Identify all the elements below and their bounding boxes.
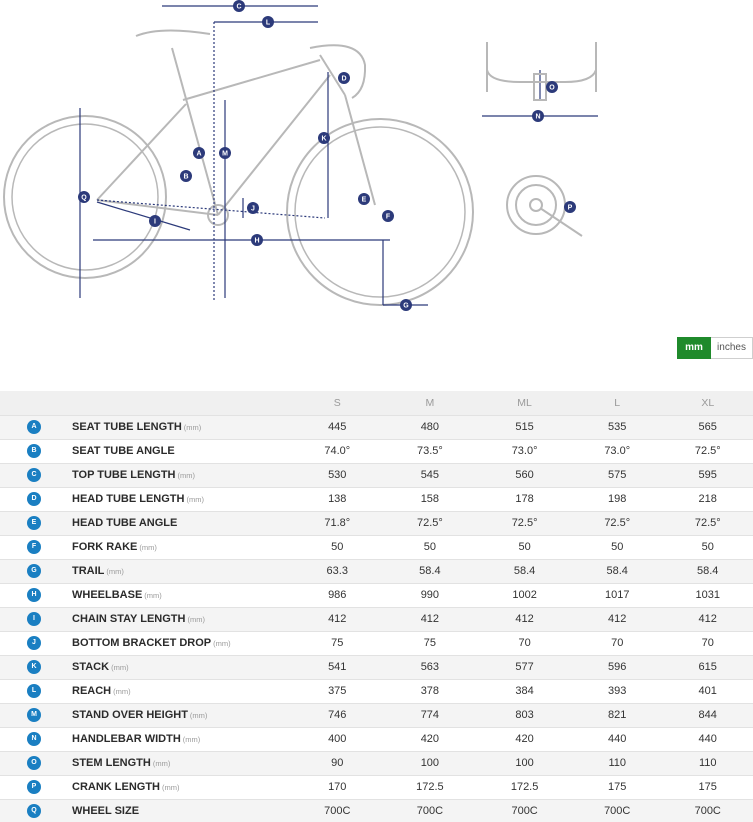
row-code-badge: O [27, 756, 41, 770]
size-header-m: M [383, 391, 478, 415]
value-cell-m: 100 [383, 751, 478, 775]
badge-n [532, 110, 544, 122]
value-cell-s: 986 [292, 583, 383, 607]
value-cell-m: 480 [383, 415, 478, 439]
table-row [0, 535, 753, 559]
unit-toggle[interactable] [677, 337, 753, 359]
seat-stay [97, 104, 189, 200]
badge-h [251, 234, 263, 246]
row-label-cell [62, 751, 292, 775]
seat-tube [172, 48, 218, 215]
value-cell-l: 412 [572, 607, 663, 631]
value-cell-s: 375 [292, 679, 383, 703]
row-badge-cell [0, 703, 62, 727]
table-row [0, 703, 753, 727]
table-row [0, 463, 753, 487]
badge-b [180, 170, 192, 182]
row-label-cell [62, 439, 292, 463]
value-cell-xl: 110 [662, 751, 753, 775]
value-cell-m: 58.4 [383, 559, 478, 583]
row-badge-cell [0, 487, 62, 511]
table-row [0, 487, 753, 511]
svg-text:D: D [341, 75, 347, 83]
row-unit: (mm) [213, 639, 231, 648]
value-cell-m: 990 [383, 583, 478, 607]
value-cell-s: 138 [292, 487, 383, 511]
row-code-badge: I [27, 612, 41, 626]
value-cell-m: 545 [383, 463, 478, 487]
row-label: STAND OVER HEIGHT [72, 709, 188, 721]
row-label: SEAT TUBE ANGLE [72, 445, 175, 457]
row-unit: (mm) [189, 711, 208, 720]
row-label: CHAIN STAY LENGTH [72, 613, 186, 625]
badge-o [546, 81, 558, 93]
value-cell-l: 393 [572, 679, 663, 703]
value-cell-m: 378 [383, 679, 478, 703]
value-cell-xl: 615 [662, 655, 753, 679]
value-cell-s: 530 [292, 463, 383, 487]
row-badge-cell [0, 679, 62, 703]
row-code-badge: F [27, 540, 41, 554]
value-cell-ml: 577 [477, 655, 572, 679]
value-cell-l: 73.0° [572, 439, 663, 463]
svg-text:B: B [183, 173, 189, 181]
value-cell-xl: 72.5° [662, 511, 753, 535]
row-badge-cell [0, 439, 62, 463]
value-cell-xl: 58.4 [662, 559, 753, 583]
row-badge-cell [0, 511, 62, 535]
value-cell-s: 63.3 [292, 559, 383, 583]
row-code-badge: A [27, 420, 41, 434]
row-badge-cell [0, 727, 62, 751]
row-badge-cell [0, 775, 62, 799]
row-label-cell [62, 463, 292, 487]
value-cell-m: 158 [383, 487, 478, 511]
row-label: HEAD TUBE LENGTH [72, 493, 185, 505]
value-cell-ml: 560 [477, 463, 572, 487]
value-cell-m: 774 [383, 703, 478, 727]
row-label: STEM LENGTH [72, 757, 151, 769]
size-header-xl: XL [662, 391, 753, 415]
value-cell-xl: 700C [662, 799, 753, 822]
value-cell-m: 563 [383, 655, 478, 679]
svg-text:E: E [361, 196, 367, 204]
value-cell-l: 700C [572, 799, 663, 822]
row-code-badge: C [27, 468, 41, 482]
value-cell-l: 110 [572, 751, 663, 775]
row-label: HANDLEBAR WIDTH [72, 733, 181, 745]
value-cell-s: 700C [292, 799, 383, 822]
geometry-table-body [0, 415, 753, 822]
table-row [0, 415, 753, 439]
row-badge-cell [0, 631, 62, 655]
dimension-lines [80, 3, 598, 305]
size-header-l: L [572, 391, 663, 415]
row-code-badge: P [27, 780, 41, 794]
value-cell-s: 541 [292, 655, 383, 679]
badge-l [262, 16, 274, 28]
svg-text:I: I [154, 218, 156, 226]
value-cell-ml: 72.5° [477, 511, 572, 535]
row-label-cell [62, 631, 292, 655]
value-cell-l: 50 [572, 535, 663, 559]
table-row [0, 511, 753, 535]
value-cell-xl: 72.5° [662, 439, 753, 463]
header-label-cell [62, 391, 292, 415]
row-label-cell [62, 607, 292, 631]
row-label: REACH [72, 685, 112, 697]
value-cell-ml: 412 [477, 607, 572, 631]
row-badge-cell [0, 463, 62, 487]
row-label-cell [62, 703, 292, 727]
value-cell-s: 412 [292, 607, 383, 631]
unit-inches-button[interactable]: inches [711, 337, 753, 359]
value-cell-s: 74.0° [292, 439, 383, 463]
row-label-cell [62, 487, 292, 511]
row-badge-cell [0, 559, 62, 583]
svg-text:L: L [265, 19, 271, 27]
value-cell-xl: 70 [662, 631, 753, 655]
svg-text:O: O [549, 84, 555, 92]
svg-text:J: J [251, 205, 255, 213]
value-cell-xl: 565 [662, 415, 753, 439]
value-cell-l: 198 [572, 487, 663, 511]
badge-d [338, 72, 350, 84]
value-cell-l: 596 [572, 655, 663, 679]
value-cell-ml: 100 [477, 751, 572, 775]
value-cell-ml: 172.5 [477, 775, 572, 799]
value-cell-l: 72.5° [572, 511, 663, 535]
header-badge-cell [0, 391, 62, 415]
down-tube [218, 75, 330, 215]
row-label: WHEELBASE [72, 589, 143, 601]
row-code-badge: K [27, 660, 41, 674]
row-unit: (mm) [152, 759, 171, 768]
row-label: TRAIL [72, 565, 105, 577]
row-code-badge: B [27, 444, 41, 458]
row-code-badge: M [27, 708, 41, 722]
row-code-badge: N [27, 732, 41, 746]
row-code-badge: D [27, 492, 41, 506]
table-row [0, 679, 753, 703]
value-cell-s: 90 [292, 751, 383, 775]
row-badge-cell [0, 535, 62, 559]
row-label: SEAT TUBE LENGTH [72, 421, 182, 433]
handlebar-inset [487, 42, 596, 100]
svg-text:C: C [236, 3, 242, 11]
row-label-cell [62, 775, 292, 799]
row-code-badge: Q [27, 804, 41, 818]
value-cell-l: 821 [572, 703, 663, 727]
row-label-cell [62, 583, 292, 607]
table-row [0, 631, 753, 655]
svg-text:H: H [254, 237, 260, 245]
value-cell-xl: 50 [662, 535, 753, 559]
row-unit: (mm) [186, 495, 204, 504]
value-cell-xl: 440 [662, 727, 753, 751]
row-label-cell [62, 415, 292, 439]
row-code-badge: G [27, 564, 41, 578]
value-cell-ml: 515 [477, 415, 572, 439]
row-label: BOTTOM BRACKET DROP [72, 637, 212, 649]
value-cell-ml: 58.4 [477, 559, 572, 583]
row-label-cell [62, 799, 292, 822]
value-cell-ml: 50 [477, 535, 572, 559]
row-unit: (mm) [106, 567, 124, 576]
table-row [0, 607, 753, 631]
fork [345, 95, 375, 205]
row-label: STACK [72, 661, 110, 673]
table-row [0, 439, 753, 463]
value-cell-s: 71.8° [292, 511, 383, 535]
row-unit: (mm) [177, 471, 195, 480]
front-wheel [287, 119, 473, 305]
value-cell-l: 440 [572, 727, 663, 751]
value-cell-l: 1017 [572, 583, 663, 607]
value-cell-s: 50 [292, 535, 383, 559]
svg-text:Q: Q [81, 194, 87, 202]
row-unit: (mm) [162, 783, 180, 792]
value-cell-ml: 420 [477, 727, 572, 751]
geometry-table [0, 391, 753, 822]
badge-g [400, 299, 412, 311]
bike-outline [4, 30, 473, 305]
value-cell-m: 72.5° [383, 511, 478, 535]
row-unit: (mm) [113, 687, 131, 696]
row-badge-cell [0, 583, 62, 607]
value-cell-xl: 401 [662, 679, 753, 703]
value-cell-l: 535 [572, 415, 663, 439]
svg-text:F: F [385, 213, 391, 221]
bike-geometry-diagram [0, 0, 753, 330]
value-cell-ml: 70 [477, 631, 572, 655]
badge-q [78, 191, 90, 203]
row-unit: (mm) [111, 663, 129, 672]
value-cell-s: 746 [292, 703, 383, 727]
svg-text:M: M [222, 150, 228, 158]
value-cell-l: 575 [572, 463, 663, 487]
value-cell-s: 445 [292, 415, 383, 439]
table-row [0, 559, 753, 583]
row-badge-cell [0, 799, 62, 822]
value-cell-l: 175 [572, 775, 663, 799]
badge-m [219, 147, 231, 159]
value-cell-m: 75 [383, 631, 478, 655]
value-cell-m: 172.5 [383, 775, 478, 799]
size-header-row [0, 391, 753, 415]
badge-i [149, 215, 161, 227]
value-cell-xl: 844 [662, 703, 753, 727]
badge-a [193, 147, 205, 159]
row-unit: (mm) [144, 591, 162, 600]
row-unit: (mm) [139, 543, 157, 552]
row-label: TOP TUBE LENGTH [72, 469, 176, 481]
value-cell-s: 170 [292, 775, 383, 799]
row-label: CRANK LENGTH [72, 781, 160, 793]
value-cell-xl: 218 [662, 487, 753, 511]
badge-p [564, 201, 576, 213]
svg-text:K: K [321, 135, 327, 143]
table-row [0, 727, 753, 751]
badge-c [233, 0, 245, 12]
value-cell-xl: 175 [662, 775, 753, 799]
value-cell-ml: 1002 [477, 583, 572, 607]
row-label-cell [62, 511, 292, 535]
top-tube [183, 60, 320, 100]
front-wheel-rim [295, 127, 465, 297]
row-label: FORK RAKE [72, 541, 138, 553]
row-label-cell [62, 655, 292, 679]
value-cell-m: 412 [383, 607, 478, 631]
value-cell-ml: 803 [477, 703, 572, 727]
row-badge-cell [0, 415, 62, 439]
svg-text:A: A [196, 150, 202, 158]
value-cell-s: 75 [292, 631, 383, 655]
value-cell-m: 50 [383, 535, 478, 559]
svg-text:N: N [535, 113, 541, 121]
size-header-s: S [292, 391, 383, 415]
badge-f [382, 210, 394, 222]
row-unit: (mm) [182, 735, 201, 744]
table-row [0, 799, 753, 822]
row-code-badge: E [27, 516, 41, 530]
size-header-ml: ML [477, 391, 572, 415]
row-label-cell [62, 727, 292, 751]
table-row [0, 655, 753, 679]
value-cell-l: 70 [572, 631, 663, 655]
badge-k [318, 132, 330, 144]
saddle [136, 30, 210, 36]
value-cell-xl: 412 [662, 607, 753, 631]
row-code-badge: J [27, 636, 41, 650]
dimension-badges [78, 0, 576, 311]
value-cell-ml: 178 [477, 487, 572, 511]
value-cell-ml: 700C [477, 799, 572, 822]
row-code-badge: H [27, 588, 41, 602]
row-label: WHEEL SIZE [72, 805, 140, 818]
row-badge-cell [0, 751, 62, 775]
row-unit: (mm) [187, 615, 205, 624]
row-label-cell [62, 535, 292, 559]
table-row [0, 751, 753, 775]
row-label-cell [62, 559, 292, 583]
value-cell-ml: 384 [477, 679, 572, 703]
badge-e [358, 193, 370, 205]
value-cell-ml: 73.0° [477, 439, 572, 463]
value-cell-l: 58.4 [572, 559, 663, 583]
value-cell-xl: 1031 [662, 583, 753, 607]
svg-text:G: G [403, 302, 409, 310]
row-code-badge: L [27, 684, 41, 698]
value-cell-s: 400 [292, 727, 383, 751]
svg-text:P: P [567, 204, 573, 212]
row-unit: (mm) [183, 423, 202, 432]
row-label: HEAD TUBE ANGLE [72, 517, 178, 529]
row-badge-cell [0, 655, 62, 679]
table-row [0, 583, 753, 607]
row-badge-cell [0, 607, 62, 631]
table-row [0, 775, 753, 799]
value-cell-xl: 595 [662, 463, 753, 487]
badge-j [247, 202, 259, 214]
value-cell-m: 700C [383, 799, 478, 822]
row-label-cell [62, 679, 292, 703]
value-cell-m: 420 [383, 727, 478, 751]
value-cell-m: 73.5° [383, 439, 478, 463]
unit-mm-button[interactable]: mm [677, 337, 711, 359]
